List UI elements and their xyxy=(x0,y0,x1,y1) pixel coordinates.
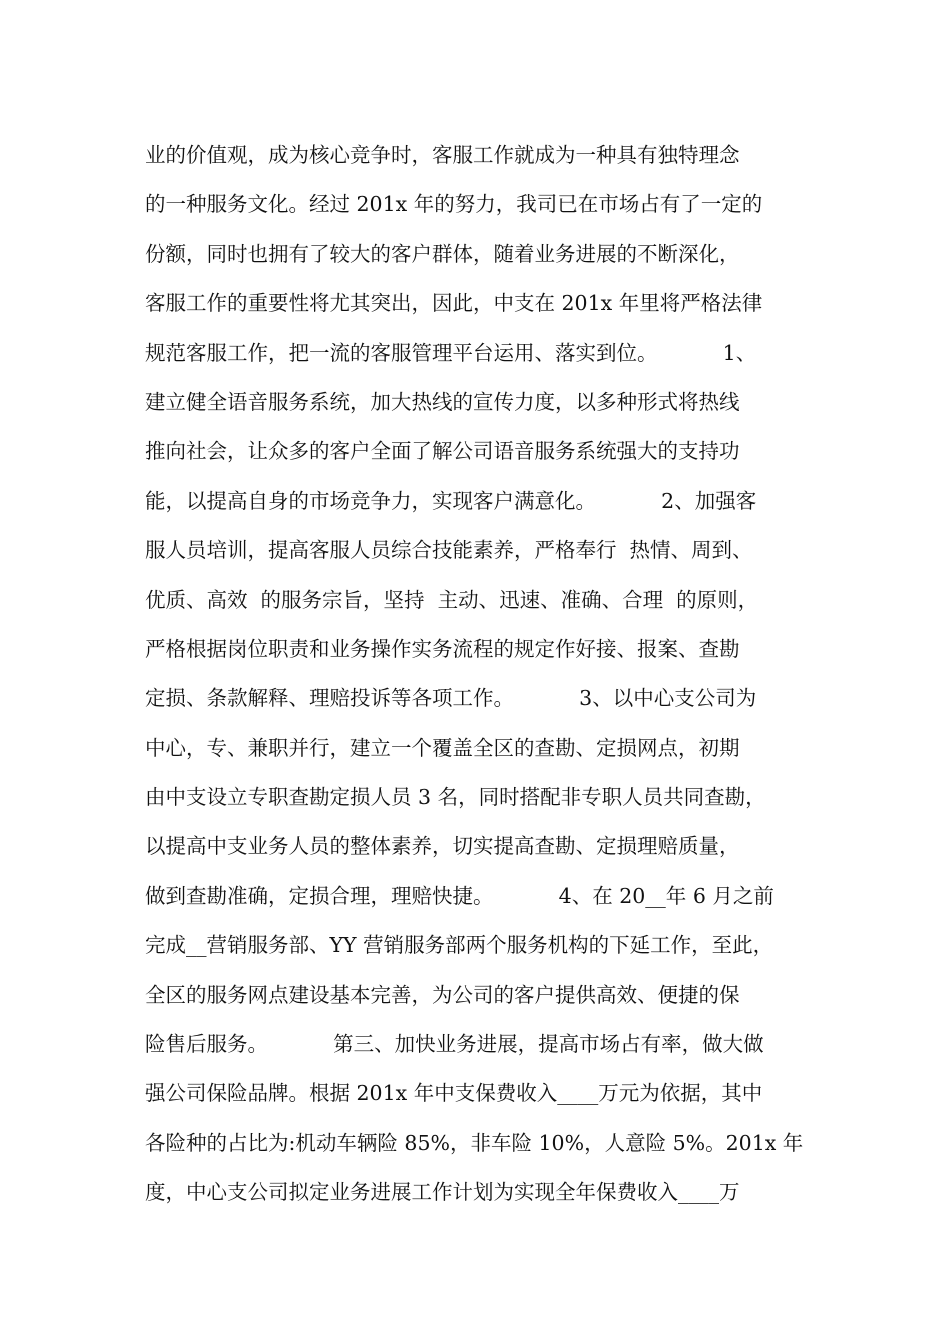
text-line: 全区的服务网点建设基本完善，为公司的客户提供高效、便捷的保 xyxy=(145,982,740,1007)
text-line: 推向社会，让众多的客户全面了解公司语音服务系统强大的支持功 xyxy=(145,439,740,464)
text-line: 建立健全语音服务系统，加大热线的宣传力度，以多种形式将热线 xyxy=(145,389,740,414)
text-line: 规范客服工作，把一流的客服管理平台运用、落实到位。 1、 xyxy=(145,340,757,365)
text-line: 由中支设立专职查勘定损人员 3 名，同时搭配非专职人员共同查勘， xyxy=(145,785,766,810)
text-line: 强公司保险品牌。根据 201x 年中支保费收入____万元为依据，其中 xyxy=(145,1081,763,1106)
body-text xyxy=(145,131,810,1218)
text-line: 能，以提高自身的市场竞争力，实现客户满意化。 2、加强客 xyxy=(145,488,757,513)
text-line: 度，中心支公司拟定业务进展工作计划为实现全年保费收入____万 xyxy=(145,1180,740,1205)
text-line: 的一种服务文化。经过 201x 年的努力，我司已在市场占有了一定的 xyxy=(145,192,763,217)
text-line: 定损、条款解释、理赔投诉等各项工作。 3、以中心支公司为 xyxy=(145,686,757,711)
text-line: 份额，同时也拥有了较大的客户群体，随着业务进展的不断深化， xyxy=(145,241,740,266)
text-line: 险售后服务。 第三、加快业务进展，提高市场占有率，做大做 xyxy=(145,1032,764,1057)
text-line: 以提高中支业务人员的整体素养，切实提高查勘、定损理赔质量， xyxy=(145,834,740,859)
text-line: 做到查勘准确，定损合理，理赔快捷。 4、在 20__年 6 月之前 xyxy=(145,883,774,908)
text-line: 中心，专、兼职并行，建立一个覆盖全区的查勘、定损网点，初期 xyxy=(145,735,740,760)
text-line: 业的价值观，成为核心竞争时，客服工作就成为一种具有独特理念 xyxy=(145,143,740,167)
text-line: 服人员培训，提高客服人员综合技能素养，严格奉行 热情、周到、 xyxy=(145,538,753,563)
text-line: 严格根据岗位职责和业务操作实务流程的规定作好接、报案、查勘 xyxy=(145,636,740,661)
text-line: 完成__营销服务部、YY 营销服务部两个服务机构的下延工作，至此， xyxy=(145,933,774,958)
text-line: 各险种的占比为:机动车辆险 85%，非车险 10%，人意险 5%。201x 年 xyxy=(145,1130,804,1155)
text-line: 优质、高效 的服务宗旨，坚持 主动、迅速、准确、合理 的原则， xyxy=(145,587,759,612)
text-line: 客服工作的重要性将尤其突出，因此，中支在 201x 年里将严格法律 xyxy=(145,291,763,316)
